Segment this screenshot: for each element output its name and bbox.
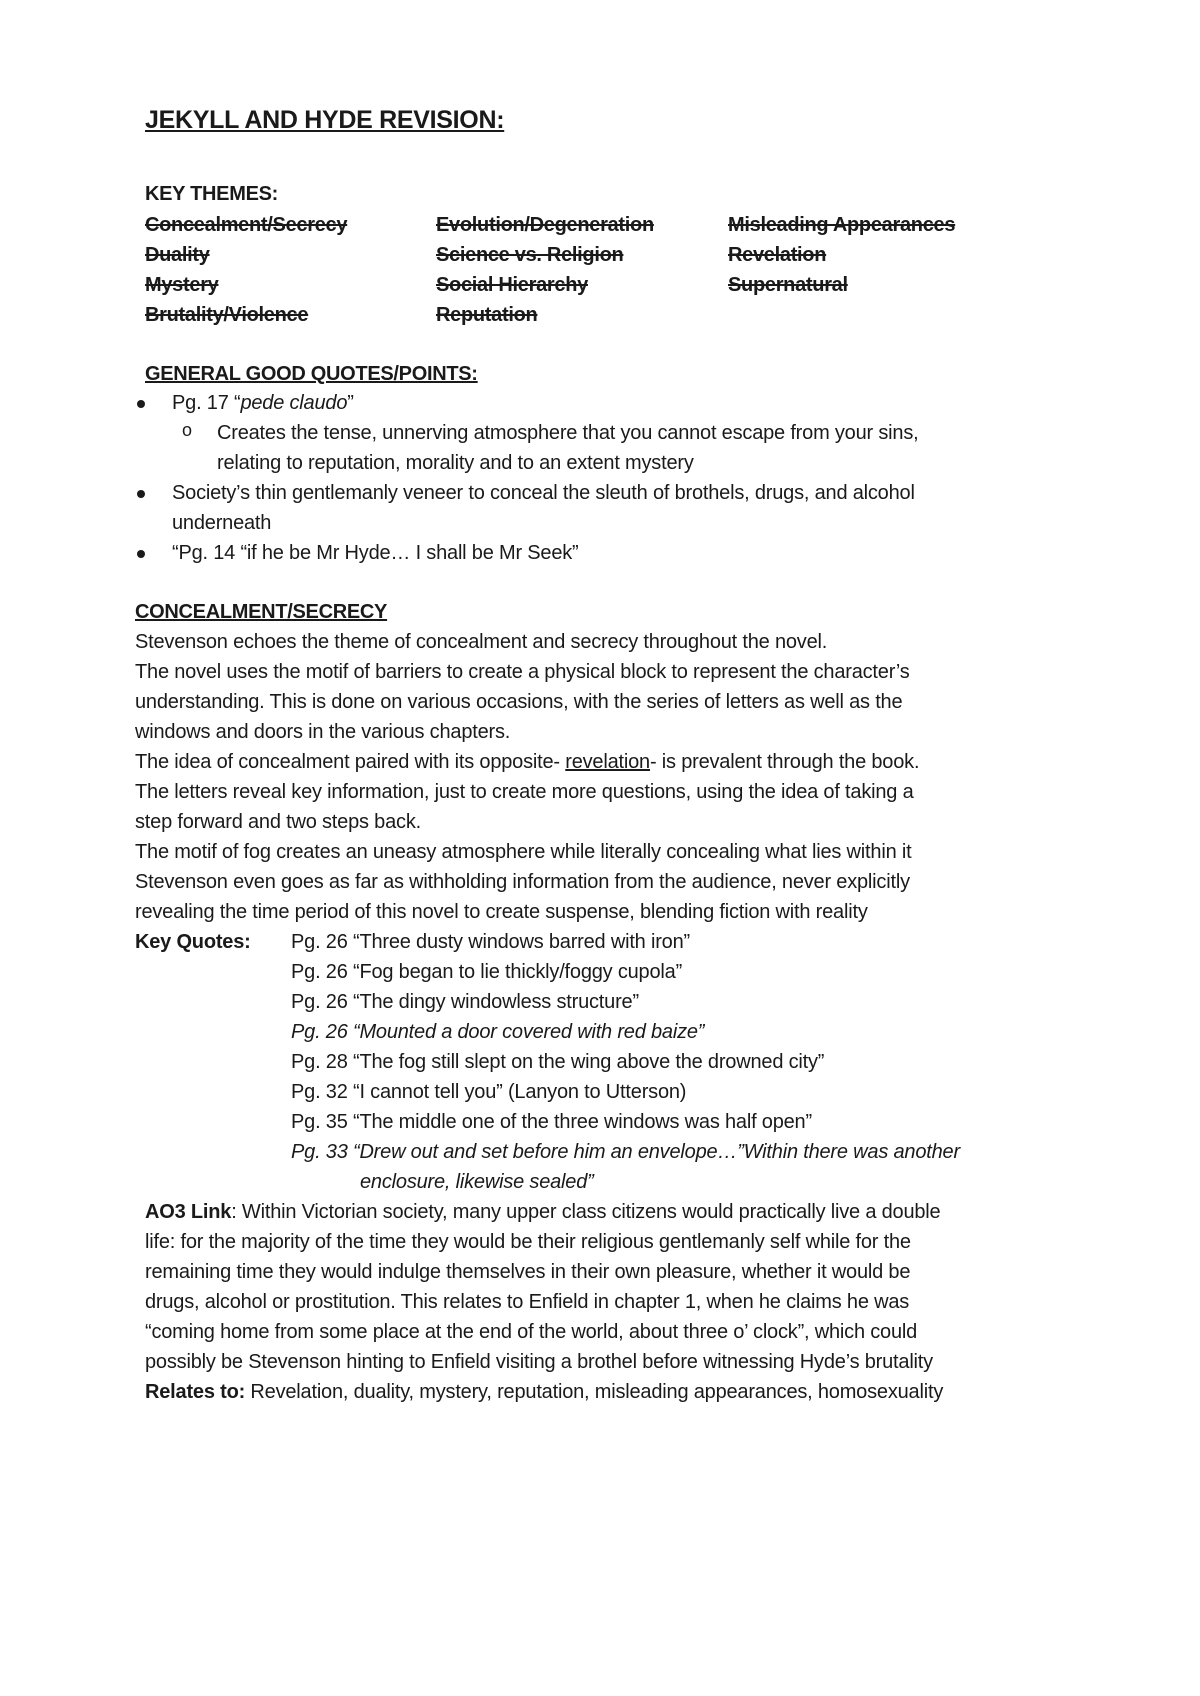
- general-sub-bullet-line: Creates the tense, unnerving atmosphere that you cannot escape from your sins,: [217, 422, 919, 444]
- paragraph-line: revealing the time period of this novel to create suspense, blending fiction with reality: [135, 901, 868, 923]
- paragraph-line: remaining time they would indulge themselves in their own pleasure, whether it would be: [145, 1261, 911, 1283]
- general-bullet-3: “Pg. 14 “if he be Mr Hyde… I shall be Mr Seek”: [172, 542, 579, 564]
- paragraph-line: Stevenson even goes as far as withholding information from the audience, never explicitly: [135, 871, 910, 893]
- paragraph-line: windows and doors in the various chapters.: [135, 721, 511, 743]
- paragraph-line: The idea of concealment paired with its opposite- revelation- is prevalent through the book.: [135, 751, 920, 773]
- general-bullet-2: Society’s thin gentlemanly veneer to conceal the sleuth of brothels, drugs, and alcohol: [172, 482, 915, 504]
- quote-line: Pg. 32 “I cannot tell you” (Lanyon to Utterson): [291, 1081, 687, 1103]
- general-bullet-1: Pg. 17 “pede claudo”: [172, 392, 354, 414]
- theme-item: Supernatural: [728, 274, 848, 296]
- paragraph-line: life: for the majority of the time they would be their religious gentlemanly self while for the: [145, 1231, 911, 1253]
- ao3-link-label: AO3 Link: [145, 1201, 232, 1223]
- paragraph-line: understanding. This is done on various occasions, with the series of letters as well as the: [135, 691, 903, 713]
- general-sub-bullet-line: relating to reputation, morality and to an extent mystery: [217, 452, 694, 474]
- paragraph-line: step forward and two steps back.: [135, 811, 421, 833]
- theme-item: Revelation: [728, 244, 827, 266]
- quote-line: Pg. 26 “Three dusty windows barred with iron”: [291, 931, 690, 953]
- bullet-icon: [137, 550, 145, 558]
- quote-line: enclosure, likewise sealed”: [360, 1171, 594, 1193]
- theme-item: Science vs. Religion: [436, 244, 624, 266]
- theme-item: Duality: [145, 244, 210, 266]
- general-bullet-2-cont: underneath: [172, 512, 272, 534]
- paragraph-line: Stevenson echoes the theme of concealment and secrecy throughout the novel.: [135, 631, 828, 653]
- theme-item: Mystery: [145, 274, 219, 296]
- page-title: JEKYLL AND HYDE REVISION:: [145, 106, 505, 134]
- key-quotes-label: Key Quotes:: [135, 931, 251, 953]
- relates-to-label: Relates to:: [145, 1381, 246, 1403]
- paragraph-line: possibly be Stevenson hinting to Enfield visiting a brothel before witnessing Hyde’s brutality: [145, 1351, 933, 1373]
- quote-line: Pg. 33 “Drew out and set before him an envelope…”Within there was another: [291, 1141, 960, 1163]
- theme-item: Misleading Appearances: [728, 214, 956, 236]
- paragraph-line: The motif of fog creates an uneasy atmosphere while literally concealing what lies within it: [135, 841, 912, 863]
- theme-item: Concealment/Secrecy: [145, 214, 348, 236]
- paragraph-line: drugs, alcohol or prostitution. This relates to Enfield in chapter 1, when he claims he was: [145, 1291, 910, 1313]
- theme-item: Brutality/Violence: [145, 304, 309, 326]
- paragraph-line: The letters reveal key information, just to create more questions, using the idea of taking a: [135, 781, 914, 803]
- bullet-icon: [137, 400, 145, 408]
- quote-line: Pg. 26 “Fog began to lie thickly/foggy cupola”: [291, 961, 683, 983]
- theme-item: Social Hierarchy: [436, 274, 588, 296]
- paragraph-line: “coming home from some place at the end of the world, about three o’ clock”, which could: [145, 1321, 918, 1343]
- quote-line: Pg. 35 “The middle one of the three windows was half open”: [291, 1111, 812, 1133]
- quote-line: Pg. 26 “Mounted a door covered with red baize”: [291, 1021, 705, 1043]
- sub-bullet-icon: o: [182, 420, 193, 440]
- relates-to-line: Relates to: Revelation, duality, mystery, reputation, misleading appearances, homosexuality: [145, 1381, 944, 1403]
- key-themes-heading: KEY THEMES:: [145, 183, 279, 205]
- general-quotes-heading: GENERAL GOOD QUOTES/POINTS:: [145, 363, 478, 385]
- quote-line: Pg. 26 “The dingy windowless structure”: [291, 991, 639, 1013]
- theme-item: Reputation: [436, 304, 538, 326]
- paragraph-line: The novel uses the motif of barriers to create a physical block to represent the character’s: [135, 661, 910, 683]
- concealment-heading: CONCEALMENT/SECRECY: [135, 601, 388, 623]
- quote-line: Pg. 28 “The fog still slept on the wing above the drowned city”: [291, 1051, 825, 1073]
- theme-item: Evolution/Degeneration: [436, 214, 654, 236]
- bullet-icon: [137, 490, 145, 498]
- ao3-link-paragraph: AO3 Link: Within Victorian society, many upper class citizens would practically live a double: [145, 1201, 941, 1223]
